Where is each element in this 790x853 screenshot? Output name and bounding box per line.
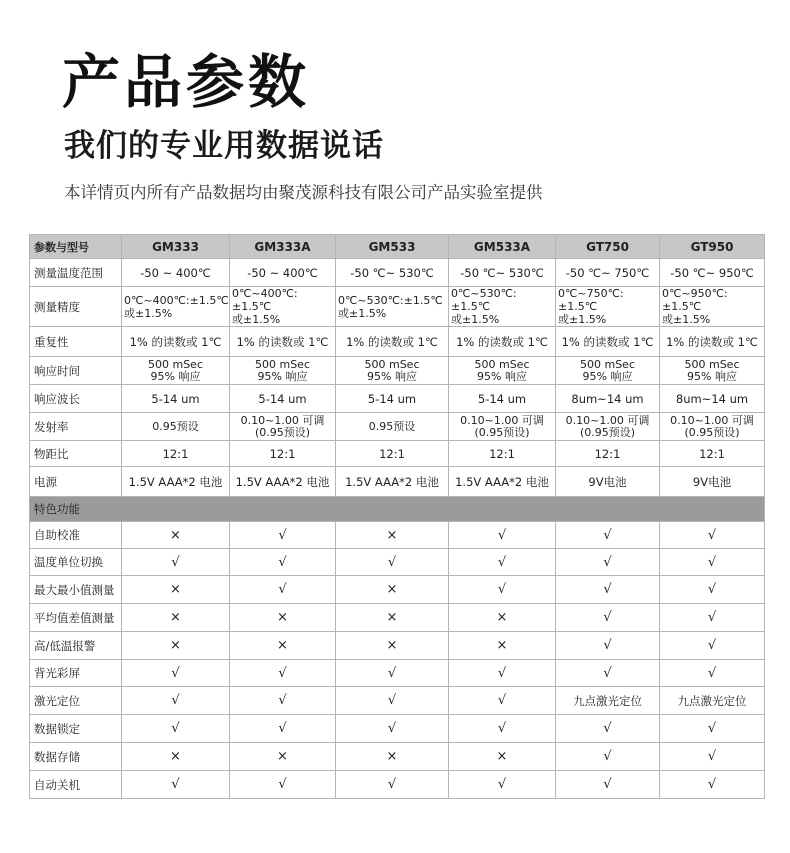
table-row: [30, 576, 765, 604]
table-cell: 0.10~1.00 可调 (0.95预设): [230, 413, 336, 441]
feature-mark: √: [660, 604, 765, 632]
row-label: 电源: [30, 467, 122, 497]
page-description: 本详情页内所有产品数据均由聚茂源科技有限公司产品实验室提供: [64, 183, 543, 202]
feature-mark: √: [230, 522, 336, 549]
feature-mark: √: [556, 632, 660, 660]
feature-mark: √: [122, 687, 230, 715]
row-label: 重复性: [30, 327, 122, 357]
feature-mark: ×: [449, 604, 556, 632]
feature-mark: ×: [122, 604, 230, 632]
table-cell: 12:1: [449, 441, 556, 467]
feature-mark: ×: [122, 632, 230, 660]
feature-mark: √: [230, 715, 336, 743]
table-cell: 5-14 um: [336, 385, 449, 413]
row-label: 平均值差值测量: [30, 604, 122, 632]
feature-mark: ×: [230, 743, 336, 771]
table-cell: 0℃~950℃:±1.5℃ 或±1.5%: [660, 287, 765, 327]
table-cell: 0.95预设: [122, 413, 230, 441]
feature-mark: √: [660, 549, 765, 576]
table-cell: 1% 的读数或 1℃: [556, 327, 660, 357]
feature-mark: √: [449, 522, 556, 549]
row-label: 自助校准: [30, 522, 122, 549]
feature-mark: √: [449, 576, 556, 604]
table-cell: 1.5V AAA*2 电池: [230, 467, 336, 497]
model-header: GM533A: [449, 235, 556, 259]
table-cell: 0℃~750℃:±1.5℃ 或±1.5%: [556, 287, 660, 327]
table-header-row: [30, 235, 765, 259]
feature-mark: √: [556, 743, 660, 771]
feature-mark: ×: [230, 632, 336, 660]
table-cell: -50 ℃~ 750℃: [556, 259, 660, 287]
table-row: [30, 259, 765, 287]
table-cell: 12:1: [336, 441, 449, 467]
section-label: 特色功能: [30, 497, 765, 522]
feature-mark: √: [336, 660, 449, 687]
table-cell: -50 ~ 400℃: [122, 259, 230, 287]
table-cell: -50 ℃~ 530℃: [336, 259, 449, 287]
feature-mark: √: [660, 660, 765, 687]
table-cell: 1% 的读数或 1℃: [336, 327, 449, 357]
row-label: 物距比: [30, 441, 122, 467]
feature-mark: √: [556, 576, 660, 604]
table-cell: 500 mSec 95% 响应: [122, 357, 230, 385]
table-cell: -50 ℃~ 530℃: [449, 259, 556, 287]
model-header: GT950: [660, 235, 765, 259]
table-cell: 九点激光定位: [556, 687, 660, 715]
table-row: [30, 549, 765, 576]
section-header-row: [30, 497, 765, 522]
table-cell: 1% 的读数或 1℃: [122, 327, 230, 357]
table-cell: 1% 的读数或 1℃: [230, 327, 336, 357]
row-label: 发射率: [30, 413, 122, 441]
row-label: 最大最小值测量: [30, 576, 122, 604]
feature-mark: √: [660, 522, 765, 549]
table-row: [30, 287, 765, 327]
table-row: [30, 632, 765, 660]
table-cell: 1.5V AAA*2 电池: [122, 467, 230, 497]
feature-mark: √: [336, 771, 449, 799]
table-row: [30, 467, 765, 497]
model-header: GT750: [556, 235, 660, 259]
table-cell: 0.10~1.00 可调 (0.95预设): [449, 413, 556, 441]
feature-mark: √: [449, 715, 556, 743]
table-cell: 500 mSec 95% 响应: [449, 357, 556, 385]
row-label: 高/低温报警: [30, 632, 122, 660]
table-row: [30, 413, 765, 441]
feature-mark: √: [122, 771, 230, 799]
model-header: GM533: [336, 235, 449, 259]
feature-mark: √: [230, 771, 336, 799]
table-cell: 8um~14 um: [556, 385, 660, 413]
feature-mark: √: [122, 660, 230, 687]
table-cell: 5-14 um: [449, 385, 556, 413]
table-cell: 500 mSec 95% 响应: [556, 357, 660, 385]
feature-mark: ×: [336, 604, 449, 632]
feature-mark: √: [556, 715, 660, 743]
feature-mark: √: [230, 687, 336, 715]
table-cell: 1.5V AAA*2 电池: [449, 467, 556, 497]
row-label: 响应波长: [30, 385, 122, 413]
feature-mark: √: [556, 660, 660, 687]
table-cell: 0℃~400℃:±1.5℃ 或±1.5%: [122, 287, 230, 327]
table-cell: 九点激光定位: [660, 687, 765, 715]
page-subtitle: 我们的专业用数据说话: [64, 128, 384, 164]
table-cell: 5-14 um: [122, 385, 230, 413]
table-cell: 12:1: [122, 441, 230, 467]
model-header: GM333A: [230, 235, 336, 259]
spec-table: [29, 234, 765, 799]
feature-mark: √: [660, 576, 765, 604]
model-header: GM333: [122, 235, 230, 259]
feature-mark: √: [336, 687, 449, 715]
table-cell: -50 ℃~ 950℃: [660, 259, 765, 287]
table-row: [30, 441, 765, 467]
feature-mark: √: [660, 771, 765, 799]
table-row: [30, 660, 765, 687]
table-cell: 1% 的读数或 1℃: [449, 327, 556, 357]
feature-mark: √: [556, 522, 660, 549]
feature-mark: ×: [336, 743, 449, 771]
row-label: 数据锁定: [30, 715, 122, 743]
table-cell: 0.95预设: [336, 413, 449, 441]
table-cell: 9V电池: [556, 467, 660, 497]
table-cell: 1.5V AAA*2 电池: [336, 467, 449, 497]
feature-mark: √: [336, 715, 449, 743]
row-label: 测量精度: [30, 287, 122, 327]
row-label: 自动关机: [30, 771, 122, 799]
table-row: [30, 357, 765, 385]
row-label: 激光定位: [30, 687, 122, 715]
table-cell: 0℃~530℃:±1.5℃ 或±1.5%: [336, 287, 449, 327]
feature-mark: √: [122, 549, 230, 576]
feature-mark: √: [449, 771, 556, 799]
feature-mark: √: [660, 632, 765, 660]
table-cell: 1% 的读数或 1℃: [660, 327, 765, 357]
feature-mark: ×: [122, 576, 230, 604]
feature-mark: ×: [336, 632, 449, 660]
feature-mark: √: [449, 660, 556, 687]
table-cell: 8um~14 um: [660, 385, 765, 413]
feature-mark: ×: [449, 632, 556, 660]
table-cell: 0℃~530℃:±1.5℃ 或±1.5%: [449, 287, 556, 327]
feature-mark: √: [556, 604, 660, 632]
table-row: [30, 604, 765, 632]
row-label: 温度单位切换: [30, 549, 122, 576]
feature-mark: ×: [449, 743, 556, 771]
table-row: [30, 385, 765, 413]
table-cell: 500 mSec 95% 响应: [660, 357, 765, 385]
feature-mark: √: [230, 549, 336, 576]
table-cell: 0.10~1.00 可调 (0.95预设): [660, 413, 765, 441]
table-cell: -50 ~ 400℃: [230, 259, 336, 287]
table-cell: 500 mSec 95% 响应: [336, 357, 449, 385]
feature-mark: ×: [336, 522, 449, 549]
feature-mark: ×: [122, 522, 230, 549]
row-label: 背光彩屏: [30, 660, 122, 687]
table-row: [30, 771, 765, 799]
feature-mark: √: [449, 687, 556, 715]
feature-mark: √: [660, 715, 765, 743]
table-cell: 0.10~1.00 可调 (0.95预设): [556, 413, 660, 441]
feature-mark: ×: [122, 743, 230, 771]
table-row: [30, 687, 765, 715]
feature-mark: √: [230, 576, 336, 604]
table-cell: 0℃~400℃:±1.5℃ 或±1.5%: [230, 287, 336, 327]
feature-mark: √: [336, 549, 449, 576]
table-cell: 12:1: [556, 441, 660, 467]
row-label: 数据存储: [30, 743, 122, 771]
feature-mark: √: [660, 743, 765, 771]
table-cell: 9V电池: [660, 467, 765, 497]
table-row: [30, 743, 765, 771]
page-title: 产品参数: [62, 48, 311, 116]
corner-label: 参数与型号: [30, 235, 122, 259]
table-cell: 500 mSec 95% 响应: [230, 357, 336, 385]
feature-mark: √: [556, 771, 660, 799]
table-row: [30, 715, 765, 743]
row-label: 响应时间: [30, 357, 122, 385]
feature-mark: √: [230, 660, 336, 687]
row-label: 测量温度范围: [30, 259, 122, 287]
table-cell: 5-14 um: [230, 385, 336, 413]
table-row: [30, 522, 765, 549]
feature-mark: ×: [230, 604, 336, 632]
table-cell: 12:1: [230, 441, 336, 467]
table-cell: 12:1: [660, 441, 765, 467]
feature-mark: ×: [336, 576, 449, 604]
feature-mark: √: [122, 715, 230, 743]
table-row: [30, 327, 765, 357]
feature-mark: √: [556, 549, 660, 576]
feature-mark: √: [449, 549, 556, 576]
